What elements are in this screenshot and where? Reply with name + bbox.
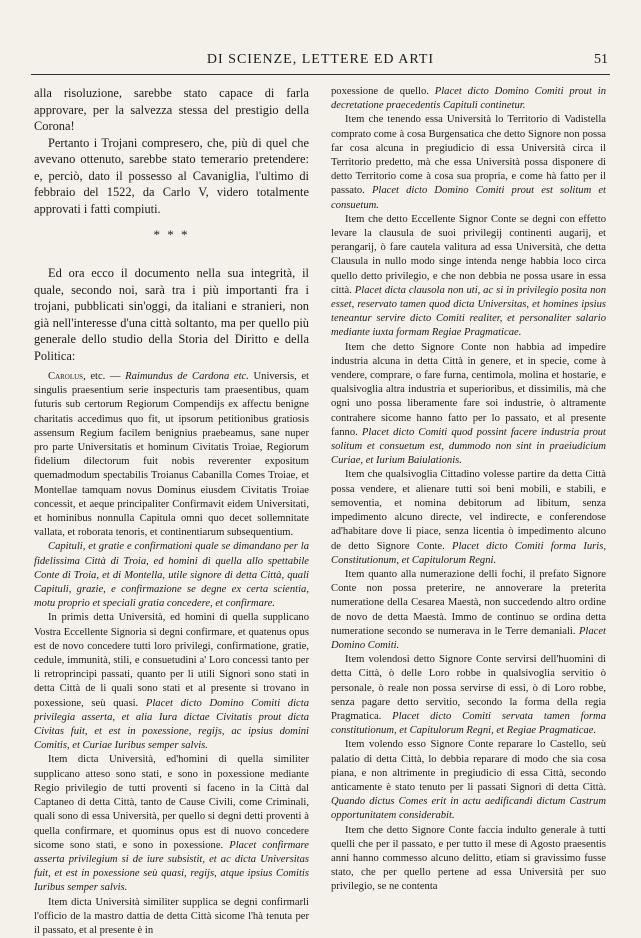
doc-poxessione-placet: Placet dicto Domino Comiti prout in decretatione praecedentis Capituli continetur.	[331, 86, 607, 112]
doc-carolus-italic: Raimundus de Cardona etc.	[125, 371, 249, 382]
doc-paragraph-poxessione	[331, 85, 606, 113]
right-column	[331, 85, 606, 895]
doc-servitio-placet: Placet dicto Comiti servata tamen forma constitutionum, et Capitulorum Regni, et Regiae Pragmaticae.	[331, 710, 606, 737]
doc-paragraph-clausula	[331, 213, 606, 341]
doc-proventi-placet: Placet confirmare asserta privilegium si de iure subsistit, et ac dicta Universitas fuit, et est in poxessione seù quasi, regijs, atque ipsius Comitis Iuribus semper salvis.	[34, 839, 309, 894]
doc-vadistella-text: Item che tenendo essa Università lo Territorio di Vadistella comprato come à cosa Burgensatica che detto Signore non possa far cosa alcuna in pregiudicio di essa Università circa il Territorio predetto, mà che essa Università possa disponere di detto Territorio come à cosa sua propria, e come hà fatto per il passato.	[331, 114, 606, 197]
doc-castello-text: Item volendo esso Signore Conte reparare lo Castello, seù palatio di detta Città, lo debbia reparare di modo che sia cosa piana, e non altrimente in pregiudicio di essa Città, secondo anticamente è stato tenuto per li passati Signori di detta Città.	[331, 739, 606, 793]
doc-paragraph-proventi	[34, 753, 309, 895]
paragraph-trojani: Pertanto i Trojani compresero, che, più di quel che avevano ottenuto, sarebbe stato temerario pretendere: e, perciò, dato il possesso al Cavaniglia, l'ultimo di febbraio del 1522, da Carlo V, videro totalmente approvati i fatti compiuti.	[34, 135, 309, 216]
doc-castello-placet: Quando dictus Comes erit in actu aedificandi dictum Castrum opportunitatem considerabit.	[331, 796, 606, 822]
doc-paragraph-in-primis	[34, 611, 309, 753]
paragraph-intro-cont: alla risoluzione, sarebbe stato capace di farla approvare, per la salvezza stessa del prestigio della Corona!	[34, 86, 309, 133]
doc-cittadino-placet: Placet dicto Comiti forma Iuris, Constitutionum, et Capitulorum Regni.	[331, 540, 606, 566]
doc-paragraph-castello	[331, 738, 606, 823]
doc-carolus-rest: Universis, et singulis praesentium serie inspecturis tam praesentibus, quam futuris sub certorum Regiorum Compendijs ex affectu benigne charitatis accedimus quo fit, ut ipsorum petitionibus gratiosis assensum Regium facilem benignius praebeamus, sane nuper pro parte Universitatis et hominum Civitatis Troiae, Regiorum fidelium dilectorum fuit nobis reverenter expositum quemadmodum spectabilis Troianus Cabanilla Comes Troiae, et Montellae tamquam novus Dominus eiusdem Civitatis Troiae concessit, et aeque principaliter Confirmavit eidem Universitati, et hominibus nonnulla Capitula omni quo decet sollemnitate vallata, et roborata tenoris, et continentiarum subsequentium.	[34, 371, 309, 539]
doc-carolus-after: , etc. —	[83, 371, 126, 382]
doc-paragraph-vadistella	[331, 113, 606, 212]
running-header	[33, 52, 608, 72]
doc-servitio-text: Item volendosi detto Signore Conte servirsi dell'huomini di detta Città, ò delle Loro robbe in qualsivoglia servitio ò personale, ò reale non possa servirse di essi, ò di Loro robbe, senza pagare detto servitio, secondo la forma della regia Pragmatica.	[331, 654, 606, 722]
page-number: 51	[594, 52, 608, 67]
doc-paragraph-indulto: Item che detto Signore Conte faccia indulto generale à tutti quelli che per il passato, e per tutto il mese di Agosto praesentis anni hanno commesso alcuno delitto, etiam si gravissimo fusse stato, che per quello pertene ad essa Università per suo privilegio, se ne contenta	[331, 824, 606, 893]
doc-industria-placet: Placet dicto Comiti quod possint facere industria prout solitum et consuetum est, dummodo non sint in praeiudicium Curiae, et Iurium Baiulationis.	[331, 426, 606, 467]
doc-paragraph-carolus	[34, 370, 309, 540]
doc-paragraph-fochi	[331, 568, 606, 653]
doc-in-primis-placet: Placet dicto Domino Comiti dicta privilegia asserta, et alia Iura dictae Civitatis prout dicta Civitas fuit, et est in poxessione, regijs, ac ipsius domini Comitis, et Curiae Iuribus semper salvis.	[34, 697, 309, 752]
doc-cittadino-text: Item che qualsivoglia Cittadino volesse partire da detta Città possa vendere, et alienare tutti soi beni mobili, e stabili, e semoventia, et nomina debitorum ad libitum, senza impedimento alcuno directe, vel indirecte, e conferendose ad'habitare dove li piace, senza licentia ò impedimento alcuno de detto Signore Conte.	[331, 469, 606, 552]
doc-fochi-placet: Placet Domino Comiti.	[331, 625, 606, 651]
doc-fochi-text: Item quanto alla numerazione delli fochi, il prefato Signore Conte non possa preterire, ne annoverare la preterita numeratione della Cesarea Maestà, non succedendo altro ordine de novo de detta Maestà. Immo de continuo se ordina detta numeratione secondo se numerava in le Terre demaniali.	[331, 568, 606, 637]
doc-paragraph-servitio	[331, 653, 606, 738]
doc-paragraph-mastro-dattia: Item dicta Università similiter supplica se degni confirmarli l'officio de la mastro dattia de detta Città sicome l'hà tenuta per il passato, et al presente è in	[34, 896, 309, 936]
doc-in-primis-text: In primis detta Università, ed homini di quella supplicano Vostra Eccellente Signoria si degni confirmare, et quatenus opus est de novo concedere tutti loro privilegi, confirmatione, gratie, cedule, immunità, stili, e consuetudini a' Loro concessi tanto per li retroprincipi passati, quanto per li utili Signori sono stati in detta Città de li quali sono stati et al presente si trovano in poxessione, seù quasi.	[34, 612, 309, 709]
doc-clausula-placet: Placet dicta clausola non uti, ac si in privilegio posita non esset, reservato tamen quod dicta Universitas, et homines ipsius teneantur servire dicto Comiti realiter, et personaliter salario mediante iuxta formam Regiae Pragmaticae.	[331, 284, 607, 339]
doc-paragraph-cittadino	[331, 468, 606, 567]
paragraph-documento: Ed ora ecco il documento nella sua integrità, il quale, secondo noi, sarà tra i più importanti fra i trojani, pubblicati sin'oggi, da italiani e stranieri, non già nell'interesse d'una città soltanto, ma per quello più generale dello studio della Storia del Diritto e della Politica:	[34, 266, 309, 363]
header-title: DI SCIENZE, LETTERE ED ARTI	[206, 52, 435, 67]
doc-proventi-text: Item dicta Università, ed'homini di quella similiter supplicano atteso sono stati, e sono in poxessione mediante Regio privilegio de tutti proventi si faceno in la Città dal Captaneo di detta Città, tanto de Cause Civili, come Criminali, quali sono di essa Università, per quello si degni detti proventi à quella confirmare, et quominus opus est di nuovo concedere sicome sono stati, e sono in poxessione.	[34, 754, 309, 851]
doc-paragraph-industria	[331, 341, 606, 469]
doc-carolus-name: Carolus	[48, 371, 84, 382]
doc-clausula-text: Item che detto Eccellente Signor Conte se degni con effetto levare la clausula de suoi privilegij continenti augarij, et perangarij, ò fare cautela valitura ad essa Università, che detta Clausula in nullo modo singe intenda nenge habbia loco circa quello detto privilegio, e che non debbia ne possa usare in essa città.	[331, 213, 606, 296]
doc-paragraph-capituli: Capituli, et gratie e confirmationi quale se dimandano per la fidelissima Città di Troia, ed homini di quella allo spettabile Conte di Troia, et di Montella, utile signore di detta Città, quali Capituli, grazie, e confirmazione se degne ex certa scientia, motu proprio et speciali gratia concedere, et confirmare.	[34, 541, 309, 610]
doc-poxessione-text: poxessione de quello.	[331, 86, 435, 97]
doc-vadistella-placet: Placet dicto Domino Comiti prout est solitum et consuetum.	[331, 185, 606, 211]
left-column	[34, 85, 309, 938]
section-break-asterisks: * * *	[153, 227, 190, 242]
doc-industria-text: Item che detto Signore Conte non habbia ad impedire industria alcuna in detta Città in genere, et in specie, come à vendere, comprare, o fare furna, centimola, molina et hostarie, e qualsivoglia altra industria et superioribus, et dissimilis, mà che ogni uno possa liberamente fare soi industrie, ò altramente contrahere sicome hanno fatto per lo passato, et al presente fanno.	[331, 341, 606, 438]
header-rule	[31, 74, 610, 75]
